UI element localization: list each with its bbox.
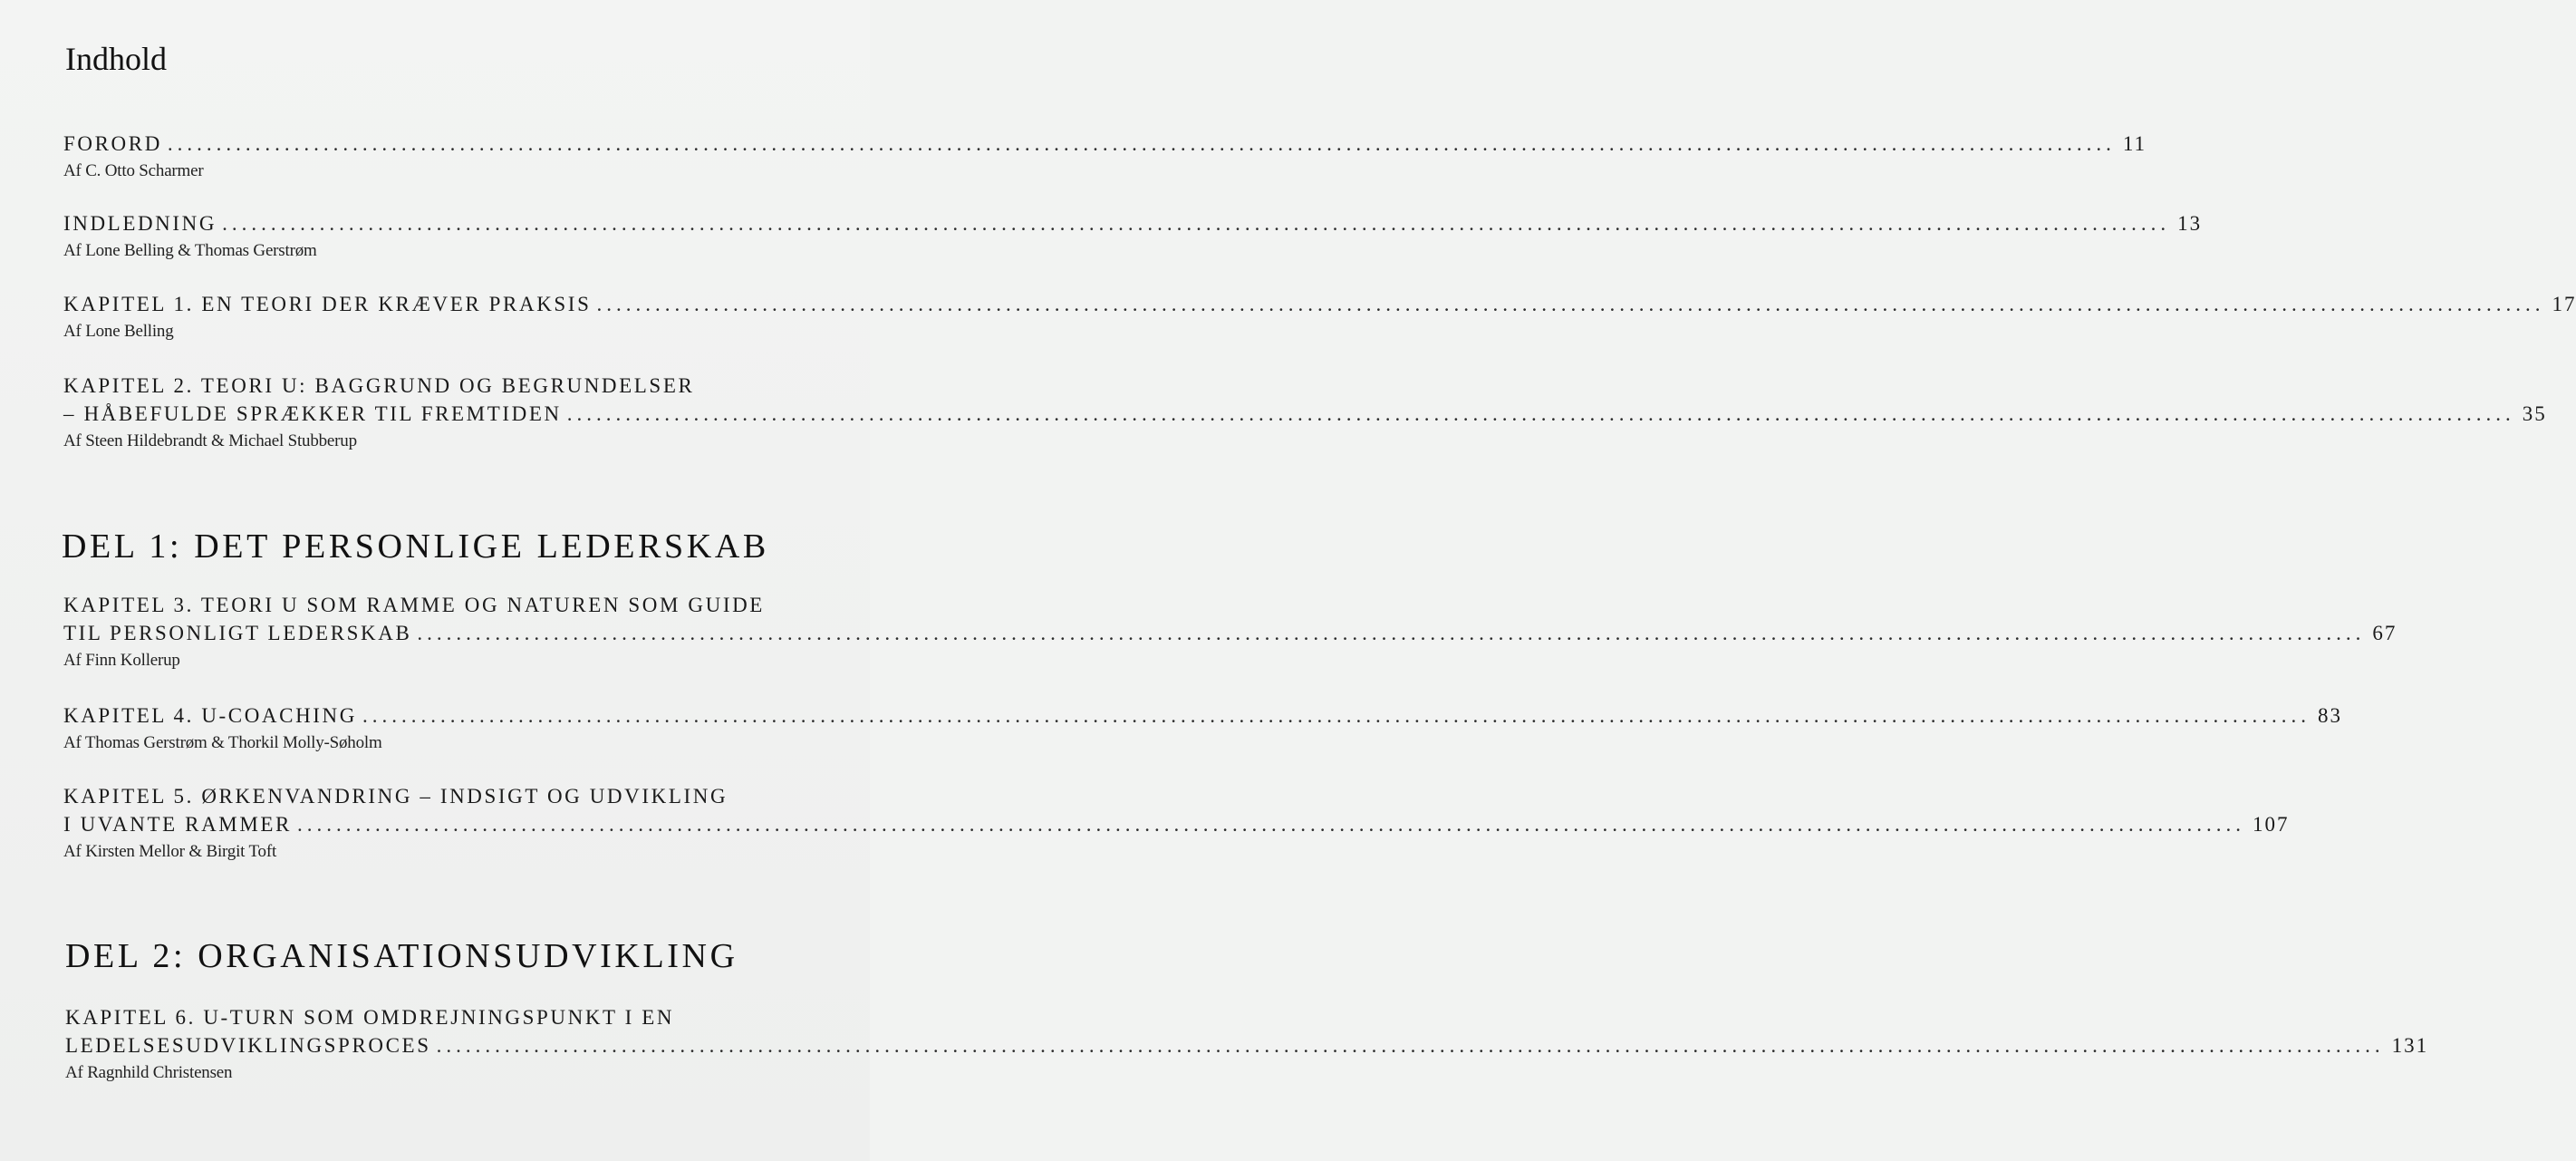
toc-entry-title: KAPITEL 2. TEORI U: BAGGRUND OG BEGRUNDELSER bbox=[63, 374, 695, 397]
toc-entry-author: Af Thomas Gerstrøm & Thorkil Molly-Søholm bbox=[63, 733, 382, 752]
toc-page-number: 83 bbox=[2317, 704, 2342, 727]
toc-entry-line bbox=[63, 372, 834, 400]
toc-entry-line bbox=[63, 209, 2203, 237]
toc-page-number: 67 bbox=[2372, 622, 2398, 644]
toc-entry-title-cont: LEDELSESUDVIKLINGSPROCES bbox=[65, 1034, 431, 1057]
toc-entry-line bbox=[65, 1031, 2429, 1059]
toc-entry-line bbox=[63, 619, 2398, 647]
section-heading-del-2: DEL 2: ORGANISATIONSUDVIKLING bbox=[65, 937, 738, 975]
toc-entry-line bbox=[63, 290, 2576, 318]
toc-entry-kapitel-5[interactable] bbox=[63, 782, 2290, 865]
toc-entry-line bbox=[65, 1003, 835, 1031]
toc-entry-author: Af Kirsten Mellor & Birgit Toft bbox=[63, 842, 277, 861]
dot-leader: ........................................................................................................................................................................................................ bbox=[436, 1034, 2385, 1057]
dot-leader: ........................................................................................................................................................................................................ bbox=[566, 402, 2515, 425]
dot-leader: ........................................................................................................................................................................................................ bbox=[596, 293, 2545, 315]
toc-page-number: 17 bbox=[2552, 293, 2576, 315]
toc-entry-author: Af Lone Belling & Thomas Gerstrøm bbox=[63, 241, 317, 260]
toc-entry-title-cont: I UVANTE RAMMER bbox=[63, 813, 292, 836]
toc-page-number: 35 bbox=[2522, 402, 2547, 425]
toc-entry-title: KAPITEL 4. U-COACHING bbox=[63, 704, 357, 727]
toc-entry-line bbox=[63, 130, 2147, 158]
toc-entry-author: Af Lone Belling bbox=[63, 322, 174, 341]
dot-leader: ........................................................................................................................................................................................................ bbox=[296, 813, 2245, 836]
toc-entry-title: KAPITEL 1. EN TEORI DER KRÆVER PRAKSIS bbox=[63, 293, 592, 315]
toc-entry-line bbox=[63, 701, 2342, 730]
toc-entry-title: KAPITEL 6. U-TURN SOM OMDREJNINGSPUNKT I EN bbox=[65, 1006, 675, 1029]
toc-page-number: 107 bbox=[2252, 813, 2290, 836]
page-title: Indhold bbox=[65, 41, 167, 77]
toc-entry-line bbox=[63, 810, 2290, 838]
toc-entry-title: FORORD bbox=[63, 132, 162, 155]
toc-page-number: 13 bbox=[2177, 212, 2203, 235]
toc-entry-line bbox=[63, 782, 834, 810]
toc-entry-kapitel-3[interactable] bbox=[63, 591, 2398, 673]
toc-entry-author: Af Finn Kollerup bbox=[63, 651, 180, 670]
toc-entry-title-cont: TIL PERSONLIGT LEDERSKAB bbox=[63, 622, 412, 644]
toc-entry-author: Af Ragnhild Christensen bbox=[65, 1063, 233, 1082]
toc-page-number: 11 bbox=[2122, 132, 2147, 155]
section-heading-del-1: DEL 1: DET PERSONLIGE LEDERSKAB bbox=[62, 527, 769, 566]
dot-leader: ........................................................................................................................................................................................................ bbox=[362, 704, 2311, 727]
toc-entry-indledning[interactable] bbox=[63, 209, 2203, 264]
toc-entry-line bbox=[63, 591, 834, 619]
toc-entry-kapitel-4[interactable] bbox=[63, 701, 2342, 756]
toc-entry-title: INDLEDNING bbox=[63, 212, 217, 235]
dot-leader: ........................................................................................................................................................................................................ bbox=[222, 212, 2171, 235]
dot-leader: ........................................................................................................................................................................................................ bbox=[417, 622, 2366, 644]
toc-entry-author: Af C. Otto Scharmer bbox=[63, 161, 204, 180]
toc-entry-kapitel-1[interactable] bbox=[63, 290, 2576, 344]
toc-entry-title: KAPITEL 3. TEORI U SOM RAMME OG NATUREN SOM GUIDE bbox=[63, 594, 765, 616]
toc-entry-author: Af Steen Hildebrandt & Michael Stubberup bbox=[63, 431, 357, 450]
toc-entry-title: KAPITEL 5. ØRKENVANDRING – INDSIGT OG UDVIKLING bbox=[63, 785, 728, 808]
toc-page-number: 131 bbox=[2391, 1034, 2429, 1057]
toc-entry-kapitel-2[interactable] bbox=[63, 372, 2547, 454]
toc-entry-line bbox=[63, 400, 2547, 428]
toc-entry-title-cont: – HÅBEFULDE SPRÆKKER TIL FREMTIDEN bbox=[63, 402, 562, 425]
dot-leader: ........................................................................................................................................................................................................ bbox=[167, 132, 2116, 155]
toc-entry-forord[interactable] bbox=[63, 130, 2147, 184]
toc-entry-kapitel-6[interactable] bbox=[65, 1003, 2429, 1086]
